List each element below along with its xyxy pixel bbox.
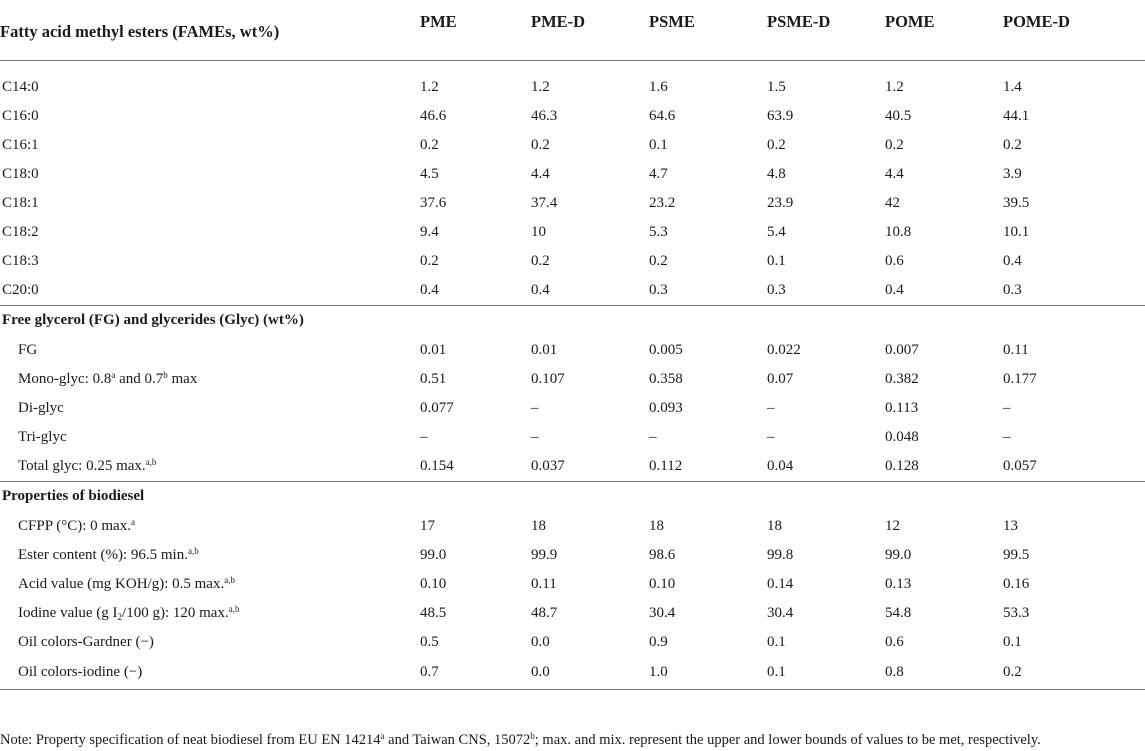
cell-value: 0.01 [531, 341, 558, 358]
cell-value: 0.2 [420, 136, 439, 153]
cell-value: 3.9 [1003, 165, 1022, 182]
cell-value: 0.037 [531, 457, 565, 474]
header-pome: POME [885, 12, 935, 31]
row-label: C16:1 [2, 136, 39, 153]
cell-value: 99.0 [885, 546, 912, 563]
cell-value: – [767, 399, 775, 416]
table-row [0, 73, 1145, 102]
cell-value: 12 [885, 517, 900, 534]
row-label [0, 512, 420, 541]
label-text: Total glyc: 0.25 max. [18, 457, 146, 474]
table-footnote [0, 732, 1041, 749]
table-row [0, 452, 1145, 482]
cell-value: 0.2 [1003, 664, 1022, 680]
cell-value: 9.4 [420, 223, 439, 240]
row-label: C14:0 [2, 78, 39, 95]
table-row [0, 218, 1145, 247]
cell-value: 0.9 [649, 633, 668, 650]
table-row [0, 189, 1145, 218]
label-text: Mono-glyc: 0.8 [18, 370, 112, 387]
cell-value: 13 [1003, 517, 1018, 534]
cell-value: 0.128 [885, 457, 919, 474]
cell-value: 5.3 [649, 223, 668, 240]
cell-value: 18 [531, 517, 546, 534]
cell-value: 99.5 [1003, 546, 1030, 563]
table-row [0, 599, 1145, 628]
cell-value: 37.4 [531, 194, 558, 211]
cell-value: 0.3 [649, 281, 668, 298]
cell-value: 4.7 [649, 165, 668, 182]
row-label: C16:0 [2, 107, 39, 124]
cell-value: 0.113 [885, 399, 919, 416]
cell-value: 0.382 [885, 370, 919, 387]
cell-value: 0.005 [649, 341, 683, 358]
header-pme-d: PME-D [531, 12, 586, 31]
cell-value: 23.9 [767, 194, 794, 211]
footnote-marker: a [111, 369, 116, 380]
table-row [0, 160, 1145, 189]
footnote-marker: b [163, 369, 168, 380]
label-text: CFPP (°C): 0 max. [18, 517, 131, 534]
label-text: Iodine value (g I [18, 604, 118, 621]
cell-value: 4.5 [420, 165, 439, 182]
cell-value: 48.5 [420, 604, 447, 621]
cell-value: 39.5 [1003, 194, 1030, 211]
label-text: Ester content (%): 96.5 min. [18, 546, 188, 563]
cell-value: 0.6 [885, 252, 904, 269]
row-label: Oil colors-Gardner (−) [18, 633, 154, 650]
cell-value: 1.2 [420, 78, 439, 95]
cell-value: 42 [885, 194, 900, 211]
cell-value: 1.5 [767, 78, 786, 95]
cell-value: 0.4 [885, 281, 904, 298]
cell-value: 99.0 [420, 546, 447, 563]
cell-value: 99.9 [531, 546, 558, 563]
cell-value: 40.5 [885, 107, 912, 124]
cell-value: – [649, 428, 657, 445]
cell-value: 0.2 [531, 252, 550, 269]
cell-value: 0.1 [767, 633, 786, 650]
table-row [0, 247, 1145, 276]
cell-value: 30.4 [767, 604, 794, 621]
cell-value: 4.8 [767, 165, 786, 182]
row-label [0, 599, 420, 628]
table-row [0, 423, 1145, 452]
cell-value: 10.1 [1003, 223, 1030, 240]
header-psme: PSME [649, 12, 695, 31]
cell-value: 0.11 [1003, 341, 1029, 358]
cell-value: 0.358 [649, 370, 683, 387]
cell-value: – [531, 428, 539, 445]
section-title-glycerides: Free glycerol (FG) and glycerides (Glyc) (wt%) [2, 312, 304, 328]
cell-value: 30.4 [649, 604, 676, 621]
section-title-properties: Properties of biodiesel [2, 488, 145, 504]
cell-value: 63.9 [767, 107, 794, 124]
cell-value: 0.3 [767, 281, 786, 298]
cell-value: 0.4 [420, 281, 439, 298]
table-row [0, 394, 1145, 423]
footnote-marker: a [130, 516, 135, 527]
note-text: and Taiwan CNS, 15072 [384, 732, 531, 748]
cell-value: 0.1 [1003, 633, 1022, 650]
table-row [0, 570, 1145, 599]
cell-value: 0.51 [420, 370, 447, 387]
cell-value: 0.1 [767, 252, 786, 269]
cell-value: 0.10 [420, 575, 447, 592]
cell-value: 0.01 [420, 341, 447, 358]
table-header-row [0, 0, 1145, 60]
cell-value: 54.8 [885, 604, 912, 621]
cell-value: 0.4 [1003, 252, 1022, 269]
cell-value: 64.6 [649, 107, 676, 124]
cell-value: 0.2 [885, 136, 904, 153]
cell-value: – [767, 428, 775, 445]
cell-value: 37.6 [420, 194, 447, 211]
cell-value: 5.4 [767, 223, 786, 240]
header-pme: PME [420, 12, 457, 31]
cell-value: 44.1 [1003, 107, 1030, 124]
cell-value: 4.4 [531, 165, 550, 182]
table-row [0, 336, 1145, 365]
cell-value: – [420, 428, 428, 445]
section-header-row [0, 305, 1145, 336]
row-label: C18:1 [2, 194, 39, 211]
table-row [0, 276, 1145, 306]
row-label: Di-glyc [18, 399, 64, 416]
cell-value: 46.6 [420, 107, 447, 124]
row-label: C18:0 [2, 165, 39, 182]
cell-value: 0.048 [885, 428, 919, 445]
cell-value: 0.11 [531, 575, 557, 592]
footnote-marker: b [530, 731, 535, 741]
footnote-marker: a,b [228, 603, 240, 614]
cell-value: 0.4 [531, 281, 550, 298]
table-row [0, 102, 1145, 131]
row-label [0, 452, 420, 482]
row-label: Tri-glyc [18, 428, 67, 445]
label-text: max [167, 370, 198, 387]
spacer-cell [0, 60, 1145, 73]
table-row [0, 512, 1145, 541]
cell-value: 0.14 [767, 575, 794, 592]
table-row [0, 541, 1145, 570]
cell-value: – [531, 399, 539, 416]
cell-value: 1.0 [649, 664, 668, 680]
cell-value: 23.2 [649, 194, 676, 211]
cell-value: 0.8 [885, 664, 904, 680]
footnote-marker: a,b [145, 456, 157, 467]
cell-value: 0.057 [1003, 457, 1037, 474]
row-label [0, 365, 420, 394]
cell-value: 0.2 [531, 136, 550, 153]
row-label: FG [18, 341, 38, 358]
row-label: C20:0 [2, 281, 39, 298]
cell-value: 0.5 [420, 633, 439, 650]
cell-value: 46.3 [531, 107, 558, 124]
cell-value: – [1003, 399, 1011, 416]
footnote-marker: a,b [187, 545, 199, 556]
cell-value: 0.007 [885, 341, 919, 358]
cell-value: 1.2 [531, 78, 550, 95]
cell-value: 0.1 [649, 136, 668, 153]
cell-value: 53.3 [1003, 604, 1030, 621]
cell-value: 0.093 [649, 399, 683, 416]
cell-value: 0.07 [767, 370, 794, 387]
cell-value: 0.077 [420, 399, 454, 416]
row-label: Oil colors-iodine (−) [18, 664, 143, 680]
cell-value: 10 [531, 223, 546, 240]
cell-value: 0.16 [1003, 575, 1030, 592]
header-pome-d: POME-D [1003, 12, 1070, 31]
cell-value: 10.8 [885, 223, 912, 240]
cell-value: 17 [420, 517, 435, 534]
row-label [0, 570, 420, 599]
cell-value: 0.3 [1003, 281, 1022, 298]
spacer-row [0, 60, 1145, 73]
cell-value: 0.112 [649, 457, 683, 474]
table-row [0, 657, 1145, 690]
cell-value: 0.6 [885, 633, 904, 650]
cell-value: 4.4 [885, 165, 904, 182]
cell-value: 0.2 [767, 136, 786, 153]
row-label [0, 541, 420, 570]
footnote-marker: a [380, 731, 385, 741]
section-header-row [0, 481, 1145, 512]
cell-value: 0.177 [1003, 370, 1037, 387]
cell-value: 0.2 [1003, 136, 1022, 153]
note-text: ; max. and mix. represent the upper and lower bounds of values to be met, respectively. [534, 732, 1041, 748]
table-row [0, 365, 1145, 394]
cell-value: – [1003, 428, 1011, 445]
cell-value: 0.1 [767, 664, 786, 680]
cell-value: 0.0 [531, 664, 550, 680]
cell-value: 0.2 [420, 252, 439, 269]
table-row [0, 628, 1145, 657]
cell-value: 18 [767, 517, 782, 534]
cell-value: 1.6 [649, 78, 668, 95]
table-row [0, 131, 1145, 160]
cell-value: 48.7 [531, 604, 558, 621]
footnote-marker: a,b [224, 574, 235, 585]
cell-value: 0.2 [649, 252, 668, 269]
cell-value: 0.107 [531, 370, 565, 387]
cell-value: 0.04 [767, 457, 794, 474]
header-fames: Fatty acid methyl esters (FAMEs, wt%) [0, 21, 280, 41]
row-label: C18:2 [2, 223, 39, 240]
subscript: 2 [117, 611, 123, 622]
cell-value: 0.0 [531, 633, 550, 650]
cell-value: 1.2 [885, 78, 904, 95]
label-text: Acid value (mg KOH/g): 0.5 max. [18, 575, 225, 592]
cell-value: 99.8 [767, 546, 794, 563]
cell-value: 0.7 [420, 664, 439, 680]
cell-value: 0.154 [420, 457, 454, 474]
cell-value: 1.4 [1003, 78, 1022, 95]
label-text: /100 g): 120 max. [122, 604, 229, 621]
cell-value: 0.022 [767, 341, 801, 358]
row-label: C18:3 [2, 252, 39, 269]
header-psme-d: PSME-D [767, 12, 831, 31]
cell-value: 18 [649, 517, 664, 534]
cell-value: 98.6 [649, 546, 676, 563]
cell-value: 0.13 [885, 575, 912, 592]
label-text: and 0.7 [115, 370, 164, 387]
note-text: Note: Property specification of neat biodiesel from EU EN 14214 [0, 732, 381, 748]
cell-value: 0.10 [649, 575, 676, 592]
